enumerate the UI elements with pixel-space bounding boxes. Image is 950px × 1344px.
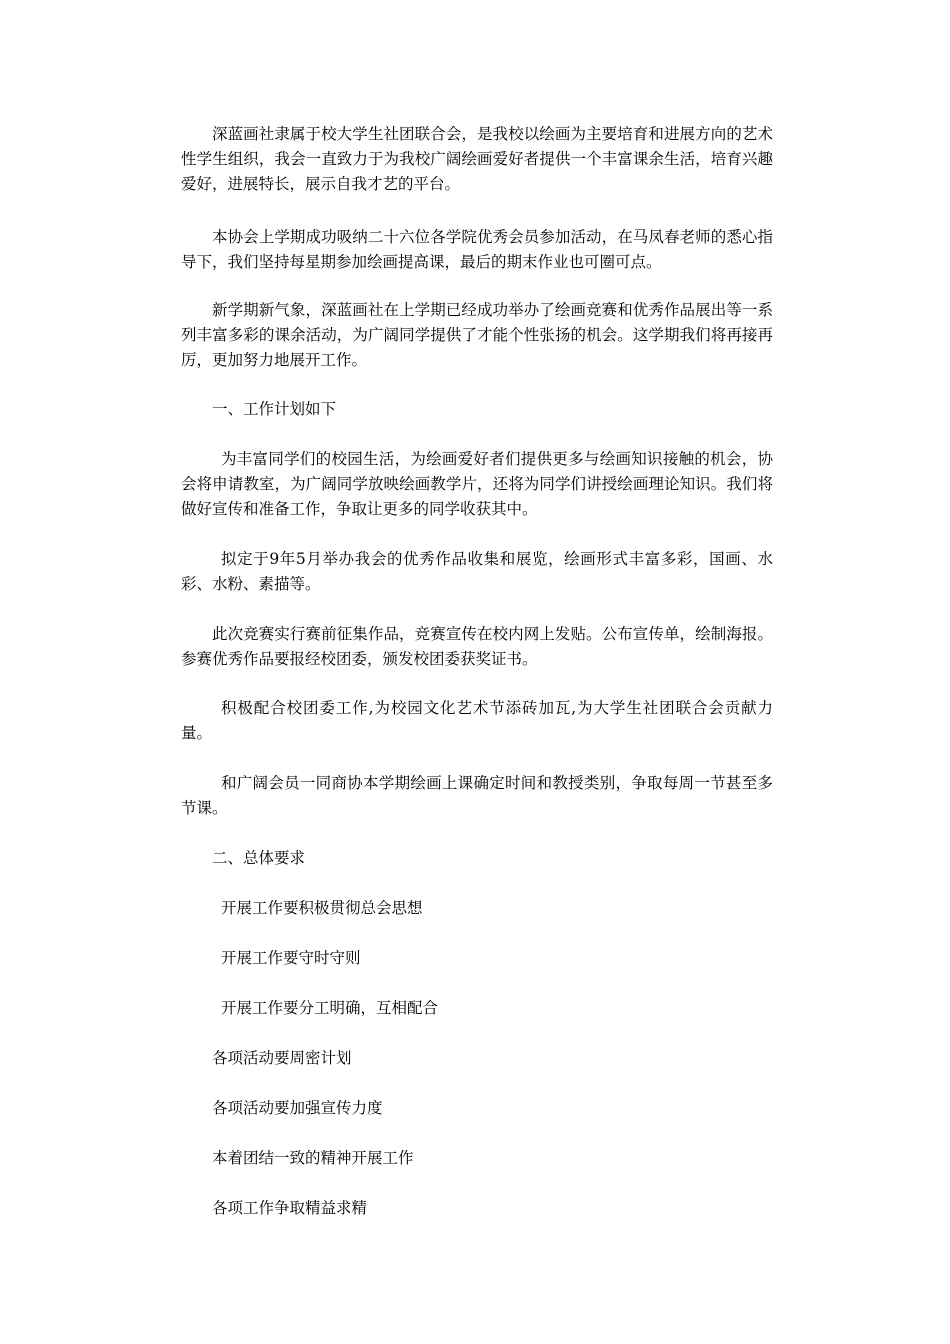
requirement-item: 各项活动要周密计划 — [212, 1049, 352, 1067]
requirement-item: 本着团结一致的精神开展工作 — [212, 1149, 414, 1167]
paragraph-plan-cooperation: 积极配合校团委工作,为校园文化艺术节添砖加瓦,为大学生社团联合会贡献力量。 — [181, 699, 773, 742]
paragraph-plan-exhibition: 拟定于9年5月举办我会的优秀作品收集和展览，绘画形式丰富多彩，国画、水彩、水粉、素描等。 — [181, 550, 773, 593]
requirement-item: 各项工作争取精益求精 — [212, 1199, 368, 1217]
requirement-item: 各项活动要加强宣传力度 — [212, 1099, 383, 1117]
requirement-item: 开展工作要守时守则 — [221, 949, 361, 967]
requirement-item: 开展工作要积极贯彻总会思想 — [221, 899, 423, 917]
requirement-item: 开展工作要分工明确，互相配合 — [221, 999, 439, 1017]
paragraph-intro: 深蓝画社隶属于校大学生社团联合会，是我校以绘画为主要培育和进展方向的艺术性学生组织，我会一直致力于为我校广阔绘画爱好者提供一个丰富课余生活，培育兴趣爱好，进展特长，展示自我才艺的平台。 — [181, 125, 773, 193]
paragraph-last-semester: 本协会上学期成功吸纳二十六位各学院优秀会员参加活动，在马凤春老师的悉心指导下，我们坚持每星期参加绘画提高课，最后的期末作业也可圈可点。 — [181, 228, 773, 271]
heading-work-plan: 一、工作计划如下 — [212, 400, 337, 418]
paragraph-plan-lectures: 为丰富同学们的校园生活，为绘画爱好者们提供更多与绘画知识接触的机会，协会将申请教室，为广阔同学放映绘画教学片，还将为同学们讲授绘画理论知识。我们将做好宣传和准备工作，争取让更多的同学收获其中。 — [181, 450, 773, 518]
paragraph-plan-competition: 此次竞赛实行赛前征集作品，竞赛宣传在校内网上发贴。公布宣传单，绘制海报。参赛优秀作品要报经校团委，颁发校团委获奖证书。 — [181, 625, 773, 668]
paragraph-new-semester: 新学期新气象，深蓝画社在上学期已经成功举办了绘画竞赛和优秀作品展出等一系列丰富多彩的课余活动，为广阔同学提供了才能个性张扬的机会。这学期我们将再接再厉，更加努力地展开工作。 — [181, 301, 773, 369]
heading-general-requirements: 二、总体要求 — [212, 849, 306, 867]
paragraph-plan-classes: 和广阔会员一同商协本学期绘画上课确定时间和教授类别，争取每周一节甚至多节课。 — [181, 774, 773, 817]
